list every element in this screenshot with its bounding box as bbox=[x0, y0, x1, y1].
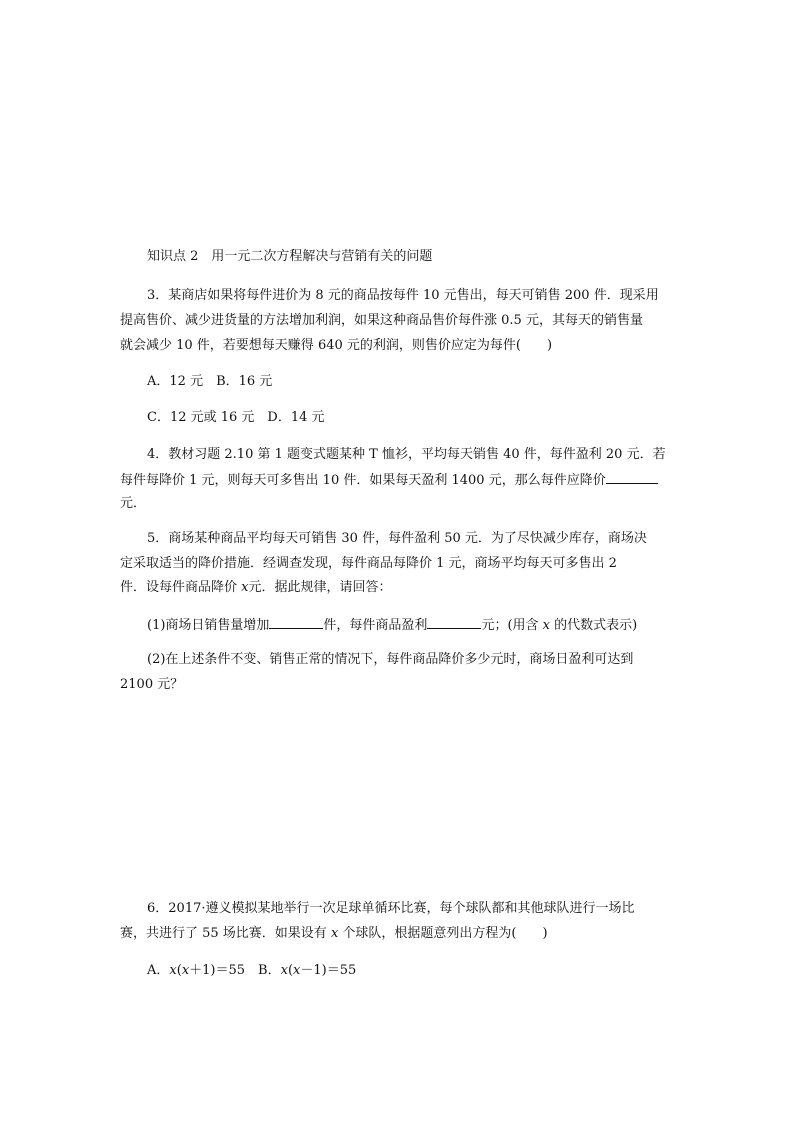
question-6-option-b-rest: －1)＝55 bbox=[300, 963, 357, 978]
question-4-answer-blank[interactable] bbox=[606, 469, 658, 484]
question-4-line-3: 元． bbox=[120, 496, 147, 511]
question-5-sub-1-blank-1[interactable] bbox=[269, 614, 323, 629]
question-5-sub-1-blank-2[interactable] bbox=[427, 614, 481, 629]
question-6-option-a-paren: ( bbox=[176, 963, 182, 978]
question-3-line-1: 3．某商店如果将每件进价为 8 元的商品按每件 10 元售出，每天可销售 200 件．现采用 bbox=[147, 288, 659, 303]
question-5-sub-1-text-d: 的代数式表示) bbox=[550, 618, 638, 633]
question-5-sub-1-text-a: (1)商场日销售量增加 bbox=[147, 618, 270, 633]
question-6-line-2-text-a: 赛，共进行了 55 场比赛．如果设有 bbox=[120, 926, 331, 941]
question-5-line-2: 定采取适当的降价措施．经调查发现，每件商品每降价 1 元，商场平均每天可多售出 2 bbox=[120, 556, 617, 571]
question-5-sub-2-line-1: (2)在上述条件不变、销售正常的情况下，每件商品降价多少元时，商场日盈利可达到 bbox=[147, 652, 634, 667]
question-6-option-a-label: A． bbox=[147, 963, 170, 978]
question-3-options-ab: A．12 元 B．16 元 bbox=[147, 374, 273, 389]
question-6-option-a-x1: x bbox=[169, 963, 177, 978]
question-6-variable-x: x bbox=[330, 926, 339, 941]
question-4-line-2 bbox=[120, 469, 658, 489]
question-6-option-b-x1: x bbox=[280, 963, 288, 978]
question-6-line-2 bbox=[120, 924, 548, 944]
question-5-sub-1-text-b: 件，每件商品盈利 bbox=[323, 618, 428, 633]
question-6-line-2-text-b: 个球队，根据题意列出方程为( ) bbox=[338, 926, 548, 941]
section-heading: 知识点 2 用一元二次方程解决与营销有关的问题 bbox=[147, 249, 433, 264]
question-5-sub-2-line-2: 2100 元？ bbox=[120, 677, 184, 692]
question-5-line-3-text-b: 元．据此规律，请回答： bbox=[248, 580, 392, 595]
question-3-line-3: 就会减少 10 件，若要想每天赚得 640 元的利润，则售价应定为每件( ) bbox=[120, 338, 553, 353]
question-5-line-1: 5．商场某种商品平均每天可销售 30 件，每件盈利 50 元．为了尽快减少库存，商场决 bbox=[147, 531, 647, 546]
question-5-variable-x: x bbox=[241, 580, 249, 595]
question-6-options bbox=[147, 961, 356, 981]
question-5-sub-1-variable-x: x bbox=[542, 618, 550, 633]
question-4-line-2-text: 每件每降价 1 元，则每天可多售出 10 件．如果每天盈利 1400 元，那么每件应降价 bbox=[120, 473, 606, 488]
question-6-option-b-paren: ( bbox=[287, 963, 294, 978]
question-5-line-3 bbox=[120, 578, 392, 598]
question-3-options-cd: C．12 元或 16 元 D．14 元 bbox=[147, 410, 325, 425]
question-6-option-a-rest: ＋1)＝55 B． bbox=[189, 963, 281, 978]
question-6-option-a-x2: x bbox=[181, 963, 190, 978]
question-6-option-b-x2: x bbox=[293, 963, 301, 978]
question-5-sub-1-text-c: 元；(用含 bbox=[481, 618, 543, 633]
question-5-line-3-text-a: 件．设每件商品降价 bbox=[120, 580, 242, 595]
question-4-line-1: 4．教材习题 2.10 第 1 题变式题某种 T 恤衫，平均每天销售 40 件，每件盈利 20 元．若 bbox=[147, 447, 666, 462]
question-5-sub-1 bbox=[147, 614, 637, 634]
question-3-line-2: 提高售价、减少进货量的方法增加利润，如果这种商品售价每件涨 0.5 元，其每天的销售量 bbox=[120, 313, 643, 328]
question-6-line-1: 6．2017·遵义模拟某地举行一次足球单循环比赛，每个球队都和其他球队进行一场比 bbox=[147, 901, 635, 916]
